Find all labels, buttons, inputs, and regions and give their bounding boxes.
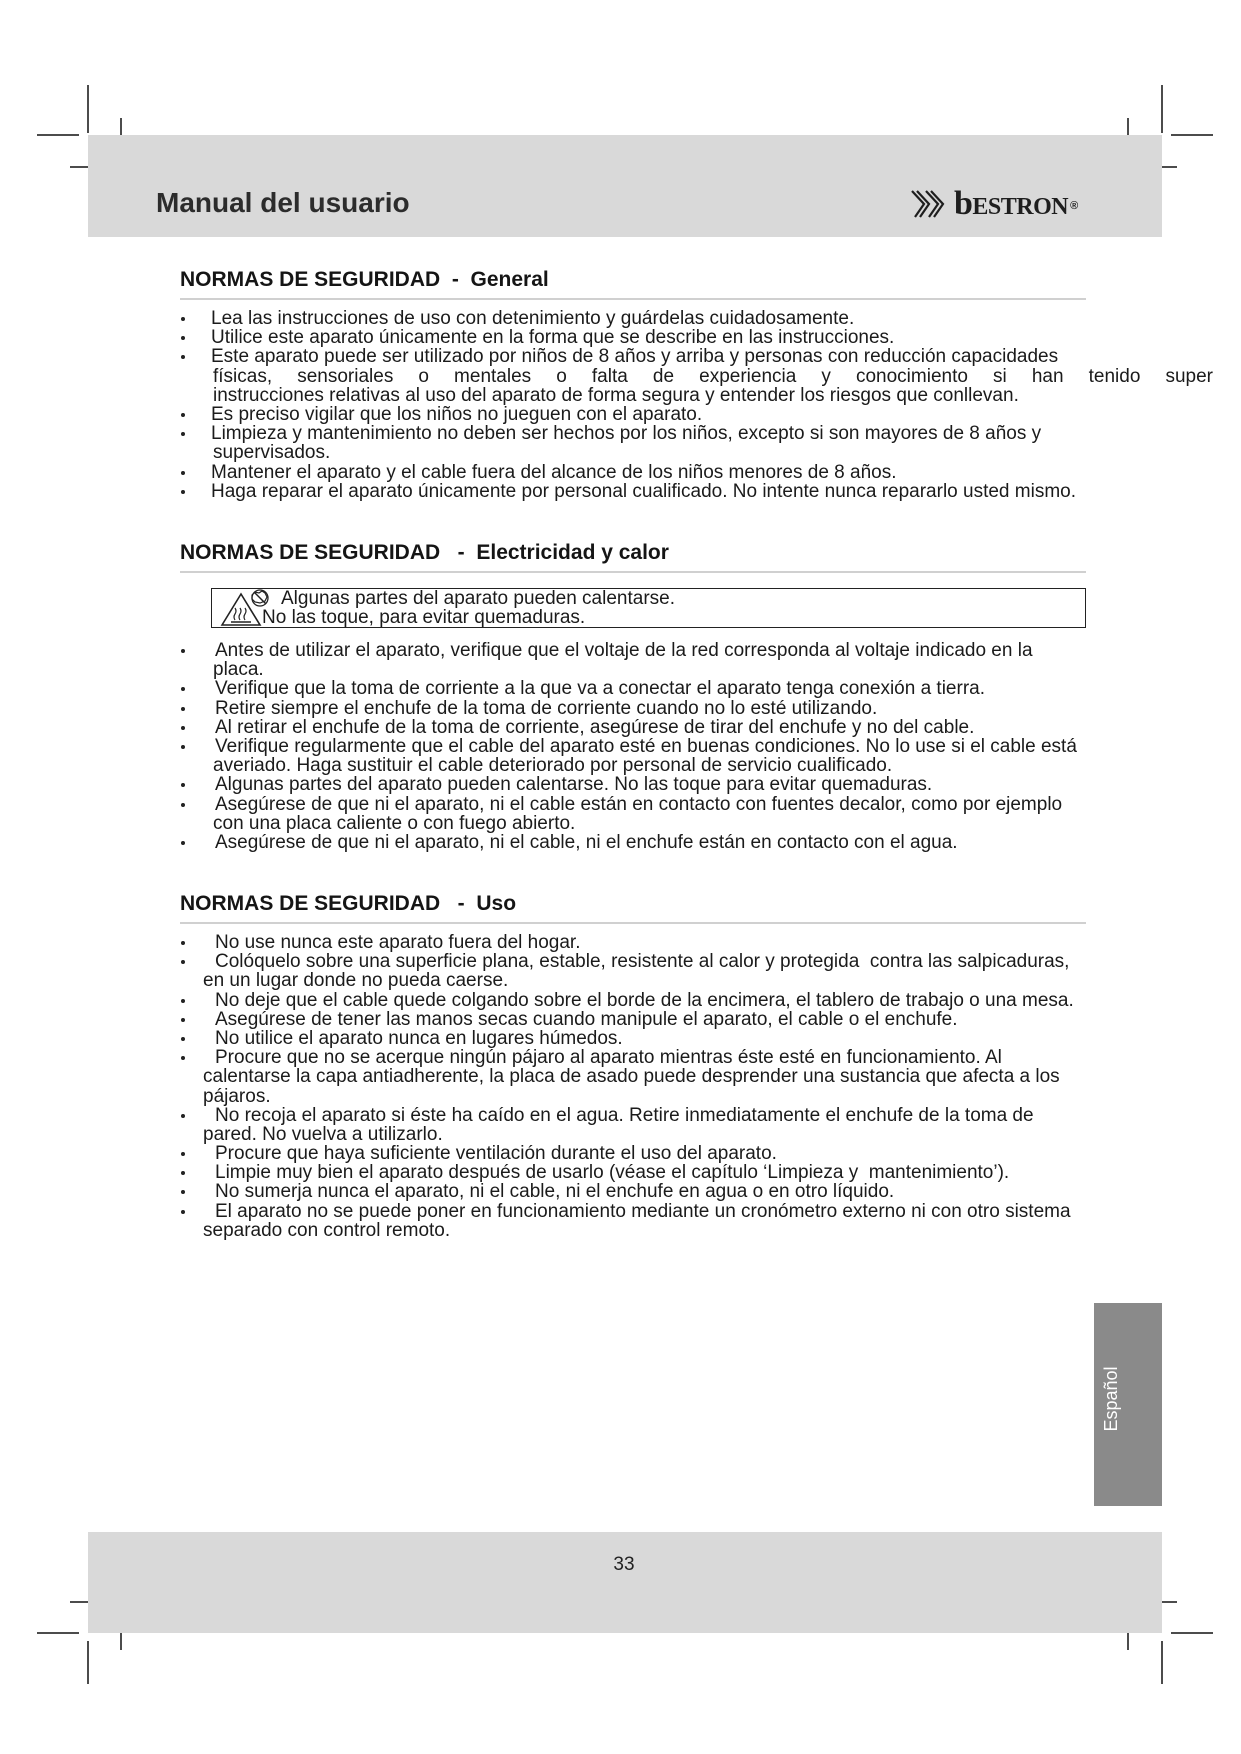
list-item-text: Asegúrese de tener las manos secas cuando manipule el aparato, el cable o el enchufe. [215, 1008, 958, 1030]
page-number: 33 [613, 1554, 635, 1575]
bullet-icon [181, 1210, 185, 1214]
list-item-text: averiado. Haga sustituir el cable deteriorado por personal de servicio cualificado. [213, 755, 893, 777]
list-item [180, 952, 1220, 990]
list-item-text: en un lugar donde no pueda caerse. [203, 970, 509, 992]
list-item-text: Algunas partes del aparato pueden calentarse. No las toque para evitar quemaduras. [215, 774, 933, 796]
bullet-icon [181, 317, 185, 321]
list-item-line [180, 952, 1220, 971]
list-item [180, 795, 1220, 833]
logo-rest: estron [972, 185, 1069, 222]
list-item-text: con una placa caliente o con fuego abierto. [213, 812, 576, 834]
footer-band [88, 1532, 1162, 1633]
list-item [180, 991, 1220, 1010]
list-item-text: Retire siempre el enchufe de la toma de corriente cuando no lo esté utilizando. [215, 697, 878, 719]
section-heading-general: NORMAS DE SEGURIDAD - General [180, 268, 549, 291]
list-item-line [180, 482, 1220, 501]
list-item [180, 1202, 1220, 1240]
safety-list-electricity [180, 641, 1220, 852]
list-item-line [180, 309, 1220, 328]
bullet-icon [181, 745, 185, 749]
bullet-icon [181, 1037, 185, 1041]
bullet-icon [181, 649, 185, 653]
list-item-text: pared. No vuelva a utilizarlo. [203, 1123, 443, 1145]
language-tab [1094, 1303, 1162, 1506]
bullet-icon [181, 707, 185, 711]
list-item [180, 679, 1220, 698]
list-item-text: Al retirar el enchufe de la toma de corriente, asegúrese de tirar del enchufe y no del cable. [215, 716, 975, 738]
list-item-text: Verifique que la toma de corriente a la que va a conectar el aparato tenga conexión a tierra. [215, 678, 985, 700]
bullet-icon [181, 726, 185, 730]
list-item [180, 737, 1220, 775]
bullet-icon [181, 1171, 185, 1175]
list-item [180, 405, 1220, 424]
warning-text-line: Algunas partes del aparato pueden calentarse. [281, 588, 675, 609]
list-item-line [180, 328, 1220, 347]
brand-logo [908, 182, 1078, 226]
bullet-icon [181, 432, 185, 436]
list-item-line [180, 641, 1220, 660]
list-item-line [180, 699, 1220, 718]
list-item-line [180, 1048, 1220, 1067]
list-item-text: calentarse la capa antiadherente, la placa de asado puede desprender una sustancia que afecta a los [203, 1066, 1060, 1088]
list-item-continuation-line [180, 1125, 1220, 1144]
list-item-line [180, 775, 1220, 794]
list-item-text: Haga reparar el aparato únicamente por personal cualificado. No intente nunca repararlo usted mismo. [211, 480, 1076, 502]
list-item-line [180, 1202, 1220, 1221]
list-item [180, 463, 1220, 482]
logo-wordmark [954, 184, 1078, 224]
list-item-text: No deje que el cable quede colgando sobre el borde de la encimera, el tablero de trabajo o una mesa. [215, 989, 1074, 1011]
bullet-icon [181, 687, 185, 691]
list-item-text: Mantener el aparato y el cable fuera del alcance de los niños menores de 8 años. [211, 461, 897, 483]
list-item-line [180, 424, 1220, 443]
hot-surface-warning-box [211, 588, 1086, 628]
language-tab-label: Español [1101, 1366, 1121, 1432]
list-item-continuation-line [180, 443, 1220, 462]
list-item [180, 1144, 1220, 1163]
list-item-continuation-line [180, 660, 1220, 679]
list-item [180, 482, 1220, 501]
list-item-text: Asegúrese de que ni el aparato, ni el cable están en contacto con fuentes decalor, como por ejemplo [215, 793, 1063, 815]
bullet-icon [181, 413, 185, 417]
bullet-icon [181, 471, 185, 475]
list-item-line [180, 737, 1220, 756]
list-item-text: Antes de utilizar el aparato, verifique que el voltaje de la red corresponda al voltaje indicado en la [215, 640, 1033, 661]
list-item-text: El aparato no se puede poner en funcionamiento mediante un cronómetro externo ni con otro sistema [215, 1200, 1071, 1222]
list-item-continuation-line [180, 386, 1220, 405]
list-item-text: Es preciso vigilar que los niños no jueguen con el aparato. [211, 403, 703, 425]
list-item-line [180, 1144, 1220, 1163]
list-item-text: placa. [213, 659, 264, 681]
list-item [180, 699, 1220, 718]
list-item-line [180, 718, 1220, 737]
list-item-continuation-line [180, 367, 1220, 386]
logo-initial: b [954, 185, 973, 222]
section-divider [180, 298, 1086, 300]
list-item-continuation-line [180, 971, 1220, 990]
bullet-icon [181, 355, 185, 359]
list-item [180, 424, 1220, 462]
bullet-icon [181, 336, 185, 340]
section-heading-electricity: NORMAS DE SEGURIDAD - Electricidad y calor [180, 541, 669, 564]
section-heading-use: NORMAS DE SEGURIDAD - Uso [180, 892, 517, 915]
page-title: Manual del usuario [156, 187, 410, 218]
bullet-icon [181, 1190, 185, 1194]
list-item [180, 328, 1220, 347]
safety-list-general [180, 309, 1220, 501]
warning-text-line: No las toque, para evitar quemaduras. [262, 607, 586, 628]
list-item-text: Lea las instrucciones de uso con detenimiento y guárdelas cuidadosamente. [211, 308, 855, 329]
list-item-continuation-line [180, 814, 1220, 833]
list-item [180, 833, 1220, 852]
list-item-line [180, 1163, 1220, 1182]
bullet-icon [181, 960, 185, 964]
list-item-text: instrucciones relativas al uso del aparato de forma segura y entender los riesgos que conllevan. [213, 384, 1019, 406]
list-item [180, 309, 1220, 328]
list-item-continuation-line [180, 1221, 1220, 1240]
registered-mark: ® [1070, 200, 1078, 212]
list-item-line [180, 405, 1220, 424]
list-item-line [180, 463, 1220, 482]
list-item-text: físicas, sensoriales o mentales o falta de experiencia y conocimiento si han tenido super [213, 365, 1213, 387]
list-item-line [180, 795, 1220, 814]
list-item [180, 1106, 1220, 1144]
list-item-continuation-line [180, 1087, 1220, 1106]
list-item [180, 1010, 1220, 1029]
bullet-icon [181, 1056, 185, 1060]
list-item-line [180, 1182, 1220, 1201]
bullet-icon [181, 803, 185, 807]
bullet-icon [181, 783, 185, 787]
bullet-icon [181, 1152, 185, 1156]
bullet-icon [181, 490, 185, 494]
list-item [180, 718, 1220, 737]
safety-list-use [180, 933, 1220, 1240]
bullet-icon [181, 1114, 185, 1118]
list-item-text: Asegúrese de que ni el aparato, ni el cable, ni el enchufe están en contacto con el agua. [215, 831, 958, 853]
list-item [180, 1029, 1220, 1048]
list-item-line [180, 347, 1220, 366]
list-item [180, 641, 1220, 679]
list-item-text: Procure que no se acerque ningún pájaro al aparato mientras éste esté en funcionamiento. Al [215, 1047, 1002, 1069]
list-item-line [180, 991, 1220, 1010]
list-item-continuation-line [180, 756, 1220, 775]
list-item-text: Procure que haya suficiente ventilación durante el uso del aparato. [215, 1143, 777, 1165]
bullet-icon [181, 1018, 185, 1022]
list-item-text: Limpieza y mantenimiento no deben ser hechos por los niños, excepto si son mayores de 8 años y [211, 423, 1042, 445]
list-item [180, 775, 1220, 794]
list-item-text: Utilice este aparato únicamente en la forma que se describe en las instrucciones. [211, 327, 895, 349]
list-item-line [180, 1010, 1220, 1029]
section-divider [180, 571, 1086, 573]
list-item-line [180, 1106, 1220, 1125]
list-item-text: No utilice el aparato nunca en lugares húmedos. [215, 1027, 623, 1049]
list-item-line [180, 933, 1220, 952]
list-item [180, 1163, 1220, 1182]
list-item-continuation-line [180, 1067, 1220, 1086]
list-item [180, 347, 1220, 405]
list-item-text: supervisados. [213, 442, 331, 464]
list-item-line [180, 679, 1220, 698]
list-item [180, 1048, 1220, 1106]
list-item-line [180, 833, 1220, 852]
list-item [180, 933, 1220, 952]
list-item-text: Limpie muy bien el aparato después de usarlo (véase el capítulo ‘Limpieza y mantenimiento’). [215, 1162, 1010, 1184]
list-item-text: No sumerja nunca el aparato, ni el cable, ni el enchufe en agua o en otro líquido. [215, 1181, 895, 1203]
bullet-icon [181, 841, 185, 845]
list-item-text: Colóquelo sobre una superficie plana, estable, resistente al calor y protegida contra las salpicaduras, [215, 951, 1070, 973]
list-item-text: No use nunca este aparato fuera del hogar. [215, 932, 581, 953]
list-item-line [180, 1029, 1220, 1048]
bullet-icon [181, 999, 185, 1003]
list-item-text: Este aparato puede ser utilizado por niños de 8 años y arriba y personas con reducción capacidades [211, 346, 1059, 368]
list-item [180, 1182, 1220, 1201]
bullet-icon [181, 941, 185, 945]
list-item-text: pájaros. [203, 1085, 271, 1107]
section-divider [180, 922, 1086, 924]
list-item-text: separado con control remoto. [203, 1219, 451, 1241]
list-item-text: Verifique regularmente que el cable del aparato esté en buenas condiciones. No lo use si el cable está [215, 735, 1077, 757]
list-item-text: No recoja el aparato si éste ha caído en el agua. Retire inmediatamente el enchufe de la toma de [215, 1104, 1034, 1126]
chevron-logo-icon [908, 187, 950, 221]
